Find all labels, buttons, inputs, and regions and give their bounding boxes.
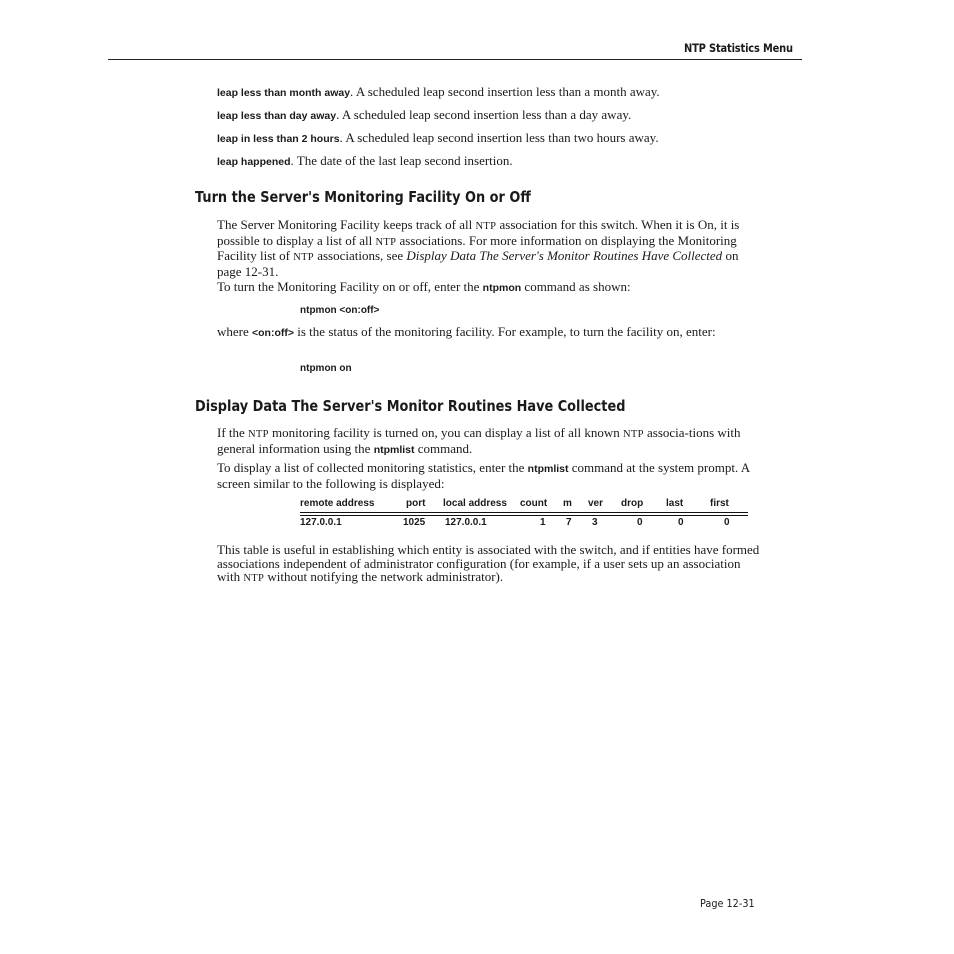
definition-desc: . A scheduled leap second insertion less than a day away. [336,107,632,122]
table-cell: 7 [566,517,572,528]
code-example-ntpmon-syntax: ntpmon <on:off> [300,305,380,316]
table-cell: 0 [637,517,643,528]
table-header-cell: count [520,498,548,509]
monitoring-statistics-table [300,498,750,531]
command-name: ntpmlist [373,443,415,456]
paragraph-display-intro: If the NTP monitoring facility is turned on, you can display a list of all known NTP associa-tions with general information using the ntpmlist command. [217,425,741,456]
definition-desc: . A scheduled leap second insertion less than a month away. [350,84,660,99]
cross-reference-link: Display Data The Server's Monitor Routines Have Collected [406,248,723,263]
definition-term: leap less than day away [217,110,337,122]
definition-leap-day [217,107,631,123]
definition-leap-month [217,84,660,100]
table-header-cell: drop [621,498,644,509]
paragraph-monitoring-intro: The Server Monitoring Facility keeps track of all NTP association for this switch. When it is On, it is possible to display a list of all NTP associations. For more information on displaying the Monitoring Facility list of NTP associations, see Display Data The Server's Monitor Routines Have Collected on page 12-31. [217,217,740,279]
code-example-ntpmon-on: ntpmon on [300,363,352,374]
definition-term: leap happened [217,156,291,168]
definition-leap-hours [217,130,659,146]
table-header-cell: first [710,498,729,509]
table-header-cell: ver [588,498,604,509]
table-row [300,517,750,531]
definition-desc: . A scheduled leap second insertion less than two hours away. [339,130,659,145]
table-header-cell: remote address [300,498,375,509]
table-cell: 3 [592,517,598,528]
table-cell: 0 [678,517,684,528]
paragraph-where: where <on:off> is the status of the monitoring facility. For example, to turn the facility on, enter: [217,324,716,339]
command-parameter: <on:off> [252,327,295,339]
table-cell: 0 [724,517,730,528]
table-cell: 127.0.0.1 [300,517,342,528]
paragraph-table-usefulness: This table is useful in establishing which entity is associated with the switch, and if entities have formed associations independent of administrator configuration (for example, if a user sets up an association with NTP without notifying the network administrator). [217,542,760,584]
paragraph-display-list: To display a list of collected monitoring statistics, enter the ntpmlist command at the system prompt. A screen similar to the following is displayed: [217,460,750,491]
table-header-cell: local address [443,498,507,509]
header-rule [108,59,802,60]
table-header-cell: last [666,498,684,509]
definition-leap-happened [217,153,513,169]
table-header-cell: m [563,498,572,509]
table-cell: 1025 [403,517,426,528]
table-header-cell: port [406,498,426,509]
section-heading-display-data: Display Data The Server's Monitor Routines Have Collected [195,397,626,415]
page-number: Page 12-31 [700,897,755,910]
table-cell: 127.0.0.1 [445,517,487,528]
section-heading-monitoring-facility: Turn the Server's Monitoring Facility On or Off [195,188,531,206]
command-name: ntpmlist [527,463,569,475]
command-name: ntpmon [482,282,522,294]
paragraph-turn-on-off: To turn the Monitoring Facility on or off, enter the ntpmon command as shown: [217,279,631,294]
definition-term: leap in less than 2 hours [217,133,340,145]
table-cell: 1 [540,517,546,528]
table-header-row [300,498,750,512]
definition-desc: . The date of the last leap second insertion. [290,153,513,168]
definition-term: leap less than month away [217,87,351,99]
running-head: NTP Statistics Menu [684,41,793,55]
